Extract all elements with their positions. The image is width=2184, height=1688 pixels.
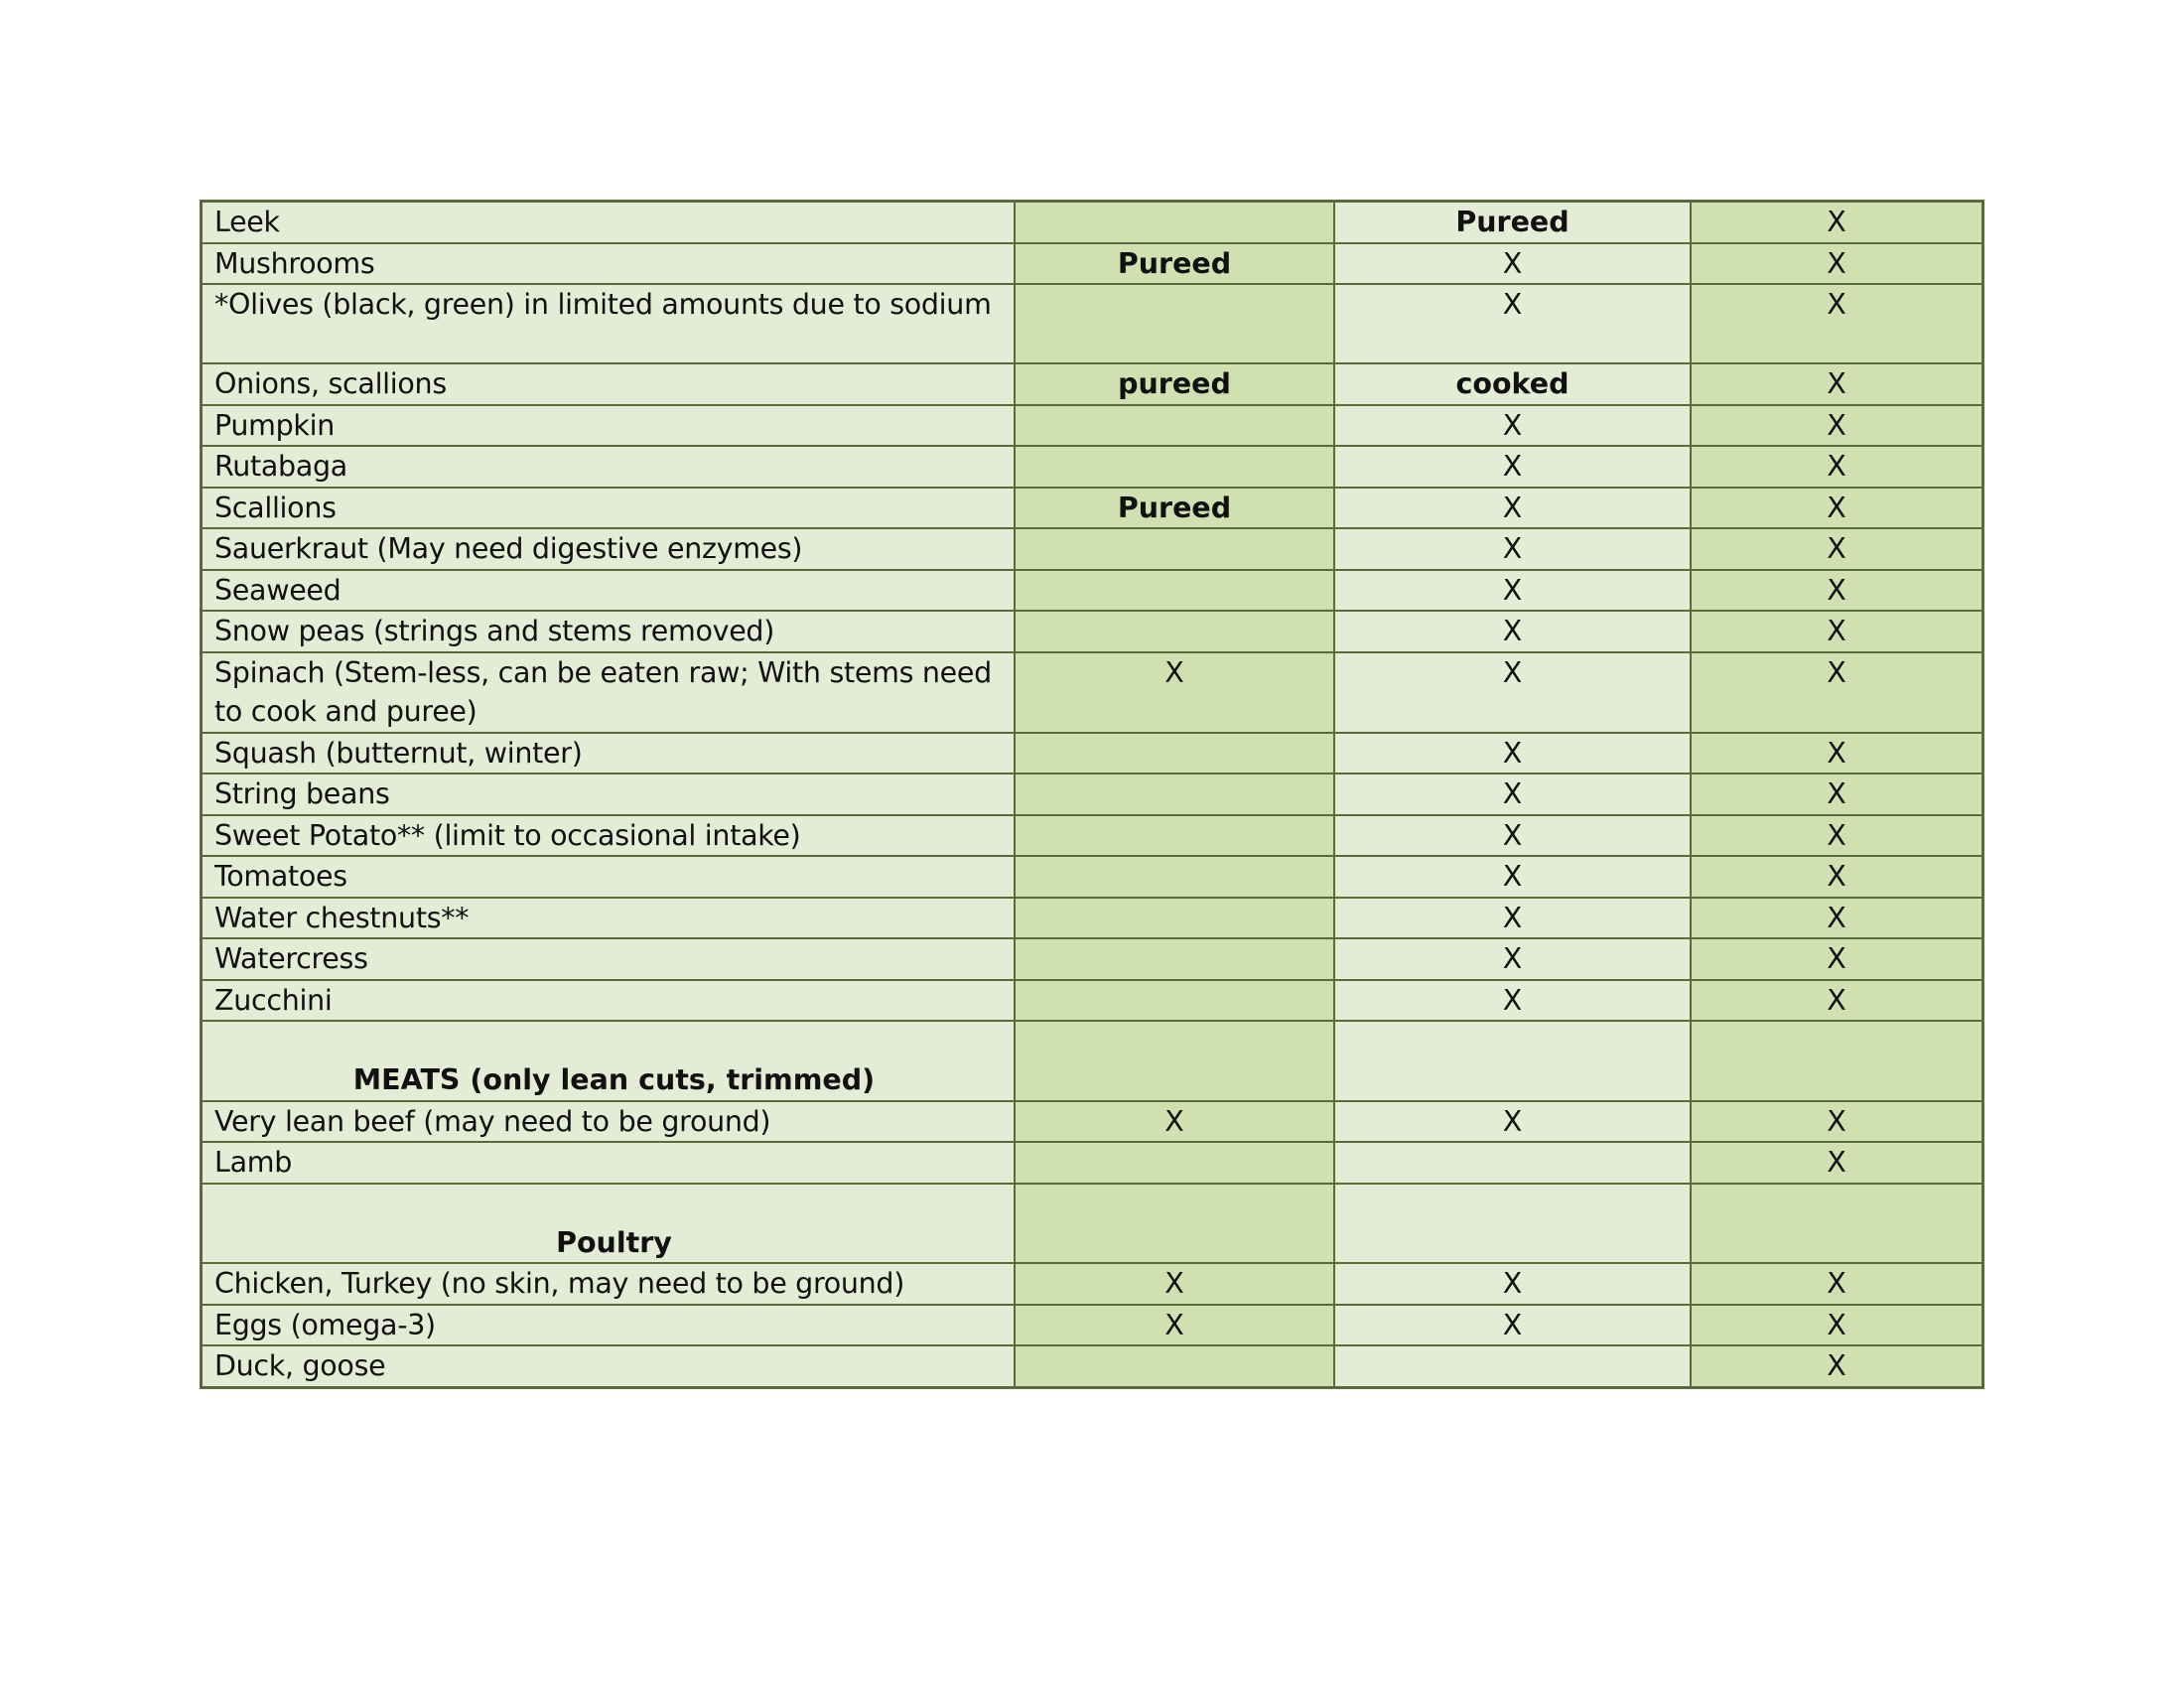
allowed-mark: X [1502, 532, 1523, 565]
stage-note: Pureed [1117, 491, 1232, 524]
stage-2-cell [1334, 1305, 1691, 1346]
food-name: Zucchini [214, 983, 333, 1017]
food-name: Spinach (Stem-less, can be eaten raw; With stems need to cook and puree) [214, 655, 992, 728]
allowed-mark: X [1502, 942, 1523, 975]
allowed-mark: X [1827, 491, 1846, 524]
stage-2-cell [1334, 405, 1691, 447]
stage-2-cell [1334, 528, 1691, 570]
food-name-cell [202, 774, 1016, 815]
stage-1-cell [1015, 980, 1334, 1022]
table-row [202, 980, 1983, 1022]
allowed-mark: X [1502, 1104, 1523, 1138]
stage-2-cell [1334, 1021, 1691, 1101]
stage-1-cell [1015, 528, 1334, 570]
stage-3-cell [1691, 570, 1983, 612]
stage-3-cell [1691, 856, 1983, 898]
food-name: Pumpkin [214, 408, 335, 442]
allowed-mark: X [1502, 1267, 1523, 1300]
food-name-cell [202, 1021, 1016, 1101]
allowed-mark: X [1502, 1308, 1523, 1341]
stage-1-cell [1015, 815, 1334, 857]
stage-1-cell [1015, 898, 1334, 939]
stage-1-cell [1015, 1142, 1334, 1184]
stage-1-cell [1015, 856, 1334, 898]
section-header-row [202, 1184, 1983, 1264]
table-row [202, 856, 1983, 898]
allowed-mark: X [1827, 1104, 1846, 1138]
table-row [202, 570, 1983, 612]
section-title: MEATS (only lean cuts, trimmed) [352, 1063, 876, 1096]
table-row [202, 1345, 1983, 1387]
stage-1-cell [1015, 488, 1334, 529]
table-row [202, 1305, 1983, 1346]
table-row [202, 284, 1983, 363]
stage-1-cell [1015, 1345, 1334, 1387]
allowed-mark: X [1502, 491, 1523, 524]
stage-1-cell [1015, 570, 1334, 612]
allowed-mark: X [1502, 777, 1523, 810]
stage-3-cell [1691, 243, 1983, 285]
allowed-mark: X [1502, 615, 1523, 647]
food-name-cell [202, 202, 1016, 243]
stage-2-cell [1334, 898, 1691, 939]
allowed-mark: X [1502, 408, 1523, 442]
allowed-mark: X [1827, 655, 1846, 689]
allowed-mark: X [1827, 532, 1846, 565]
food-stage-table [200, 200, 1984, 1389]
food-name-cell [202, 488, 1016, 529]
stage-3-cell [1691, 1142, 1983, 1184]
food-name: Duck, goose [214, 1349, 386, 1382]
food-name: Leek [214, 206, 280, 238]
food-name: Mushrooms [214, 246, 375, 280]
allowed-mark: X [1164, 1104, 1184, 1138]
food-table-body [202, 202, 1983, 1388]
food-name-cell [202, 1345, 1016, 1387]
stage-3-cell [1691, 528, 1983, 570]
allowed-mark: X [1502, 655, 1523, 689]
stage-3-cell [1691, 488, 1983, 529]
allowed-mark: X [1827, 1267, 1846, 1300]
stage-2-cell [1334, 980, 1691, 1022]
stage-1-cell [1015, 363, 1334, 405]
stage-note: Pureed [1455, 206, 1570, 238]
stage-1-cell [1015, 1263, 1334, 1305]
stage-2-cell [1334, 774, 1691, 815]
food-name-cell [202, 243, 1016, 285]
stage-2-cell [1334, 284, 1691, 363]
stage-note: pureed [1118, 367, 1231, 400]
stage-1-cell [1015, 1021, 1334, 1101]
stage-1-cell [1015, 938, 1334, 980]
stage-2-cell [1334, 856, 1691, 898]
stage-note: Pureed [1117, 246, 1232, 280]
stage-2-cell [1334, 488, 1691, 529]
table-row [202, 774, 1983, 815]
table-row [202, 243, 1983, 285]
table-row [202, 446, 1983, 488]
allowed-mark: X [1827, 736, 1846, 770]
table-row [202, 652, 1983, 733]
food-name: Chicken, Turkey (no skin, may need to be ground) [214, 1267, 905, 1300]
stage-1-cell [1015, 202, 1334, 243]
food-name-cell [202, 528, 1016, 570]
allowed-mark: X [1827, 288, 1846, 321]
stage-2-cell [1334, 243, 1691, 285]
food-name-cell [202, 1184, 1016, 1264]
food-name: Water chestnuts** [214, 901, 470, 934]
allowed-mark: X [1502, 450, 1523, 483]
table-row [202, 528, 1983, 570]
allowed-mark: X [1827, 860, 1846, 893]
stage-3-cell [1691, 1345, 1983, 1387]
table-row [202, 202, 1983, 243]
stage-3-cell [1691, 1263, 1983, 1305]
stage-3-cell [1691, 405, 1983, 447]
allowed-mark: X [1502, 736, 1523, 770]
stage-2-cell [1334, 570, 1691, 612]
table-row [202, 1263, 1983, 1305]
table-row [202, 733, 1983, 774]
allowed-mark: X [1502, 860, 1523, 893]
allowed-mark: X [1827, 1146, 1846, 1179]
food-name-cell [202, 938, 1016, 980]
allowed-mark: X [1827, 450, 1846, 483]
allowed-mark: X [1164, 1308, 1184, 1341]
food-name: Sweet Potato** (limit to occasional intake) [214, 818, 801, 852]
food-name-cell [202, 363, 1016, 405]
allowed-mark: X [1502, 246, 1523, 280]
stage-1-cell [1015, 611, 1334, 652]
allowed-mark: X [1827, 777, 1846, 810]
food-name-cell [202, 815, 1016, 857]
allowed-mark: X [1827, 901, 1846, 934]
stage-1-cell [1015, 652, 1334, 733]
stage-2-cell [1334, 938, 1691, 980]
table-row [202, 1101, 1983, 1143]
stage-2-cell [1334, 1345, 1691, 1387]
stage-3-cell [1691, 980, 1983, 1022]
food-name-cell [202, 1263, 1016, 1305]
allowed-mark: X [1827, 942, 1846, 975]
table-row [202, 405, 1983, 447]
stage-3-cell [1691, 733, 1983, 774]
stage-2-cell [1334, 446, 1691, 488]
stage-3-cell [1691, 1101, 1983, 1143]
stage-3-cell [1691, 898, 1983, 939]
stage-1-cell [1015, 446, 1334, 488]
food-name-cell [202, 446, 1016, 488]
table-row [202, 1142, 1983, 1184]
food-name: *Olives (black, green) in limited amounts due to sodium [214, 288, 992, 321]
allowed-mark: X [1827, 408, 1846, 442]
food-name-cell [202, 733, 1016, 774]
stage-3-cell [1691, 363, 1983, 405]
food-name: Seaweed [214, 573, 341, 607]
allowed-mark: X [1164, 655, 1184, 689]
stage-3-cell [1691, 652, 1983, 733]
food-name-cell [202, 405, 1016, 447]
food-name: Lamb [214, 1146, 292, 1179]
allowed-mark: X [1502, 901, 1523, 934]
allowed-mark: X [1502, 573, 1523, 607]
food-name-cell [202, 856, 1016, 898]
food-name-cell [202, 611, 1016, 652]
stage-1-cell [1015, 1305, 1334, 1346]
stage-3-cell [1691, 446, 1983, 488]
stage-1-cell [1015, 243, 1334, 285]
allowed-mark: X [1827, 246, 1846, 280]
stage-1-cell [1015, 733, 1334, 774]
stage-3-cell [1691, 1184, 1983, 1264]
stage-2-cell [1334, 611, 1691, 652]
stage-3-cell [1691, 815, 1983, 857]
food-name-cell [202, 284, 1016, 363]
food-name: Eggs (omega-3) [214, 1308, 436, 1341]
food-name-cell [202, 1305, 1016, 1346]
allowed-mark: X [1827, 818, 1846, 852]
stage-2-cell [1334, 363, 1691, 405]
food-name-cell [202, 570, 1016, 612]
allowed-mark: X [1502, 288, 1523, 321]
stage-1-cell [1015, 1184, 1334, 1264]
food-name: Squash (butternut, winter) [214, 736, 583, 770]
stage-1-cell [1015, 284, 1334, 363]
stage-3-cell [1691, 202, 1983, 243]
food-name-cell [202, 980, 1016, 1022]
stage-3-cell [1691, 284, 1983, 363]
allowed-mark: X [1827, 1308, 1846, 1341]
stage-2-cell [1334, 1142, 1691, 1184]
section-header-row [202, 1021, 1983, 1101]
table-row [202, 898, 1983, 939]
stage-1-cell [1015, 1101, 1334, 1143]
food-name: Rutabaga [214, 450, 347, 483]
allowed-mark: X [1164, 1267, 1184, 1300]
food-name: Onions, scallions [214, 367, 447, 400]
stage-2-cell [1334, 652, 1691, 733]
section-title: Poultry [556, 1225, 672, 1259]
stage-3-cell [1691, 611, 1983, 652]
food-name: Snow peas (strings and stems removed) [214, 615, 775, 647]
stage-1-cell [1015, 774, 1334, 815]
allowed-mark: X [1827, 367, 1846, 400]
food-name-cell [202, 1101, 1016, 1143]
food-name: Tomatoes [214, 860, 347, 893]
food-name-cell [202, 898, 1016, 939]
allowed-mark: X [1827, 983, 1846, 1017]
table-row [202, 488, 1983, 529]
stage-note: cooked [1455, 367, 1570, 400]
stage-2-cell [1334, 1184, 1691, 1264]
food-name: Watercress [214, 942, 368, 975]
food-name: Sauerkraut (May need digestive enzymes) [214, 532, 803, 565]
stage-2-cell [1334, 202, 1691, 243]
allowed-mark: X [1502, 818, 1523, 852]
stage-3-cell [1691, 774, 1983, 815]
allowed-mark: X [1827, 206, 1846, 238]
stage-2-cell [1334, 815, 1691, 857]
allowed-mark: X [1827, 573, 1846, 607]
food-name: Very lean beef (may need to be ground) [214, 1104, 771, 1138]
table-row [202, 815, 1983, 857]
table-row [202, 363, 1983, 405]
allowed-mark: X [1827, 1349, 1846, 1382]
stage-3-cell [1691, 1021, 1983, 1101]
stage-1-cell [1015, 405, 1334, 447]
food-name-cell [202, 1142, 1016, 1184]
allowed-mark: X [1827, 615, 1846, 647]
stage-3-cell [1691, 938, 1983, 980]
stage-2-cell [1334, 1101, 1691, 1143]
food-name-cell [202, 652, 1016, 733]
table-row [202, 938, 1983, 980]
allowed-mark: X [1502, 983, 1523, 1017]
table-row [202, 611, 1983, 652]
stage-2-cell [1334, 1263, 1691, 1305]
stage-3-cell [1691, 1305, 1983, 1346]
stage-2-cell [1334, 733, 1691, 774]
food-name: String beans [214, 777, 390, 810]
food-name: Scallions [214, 491, 337, 524]
